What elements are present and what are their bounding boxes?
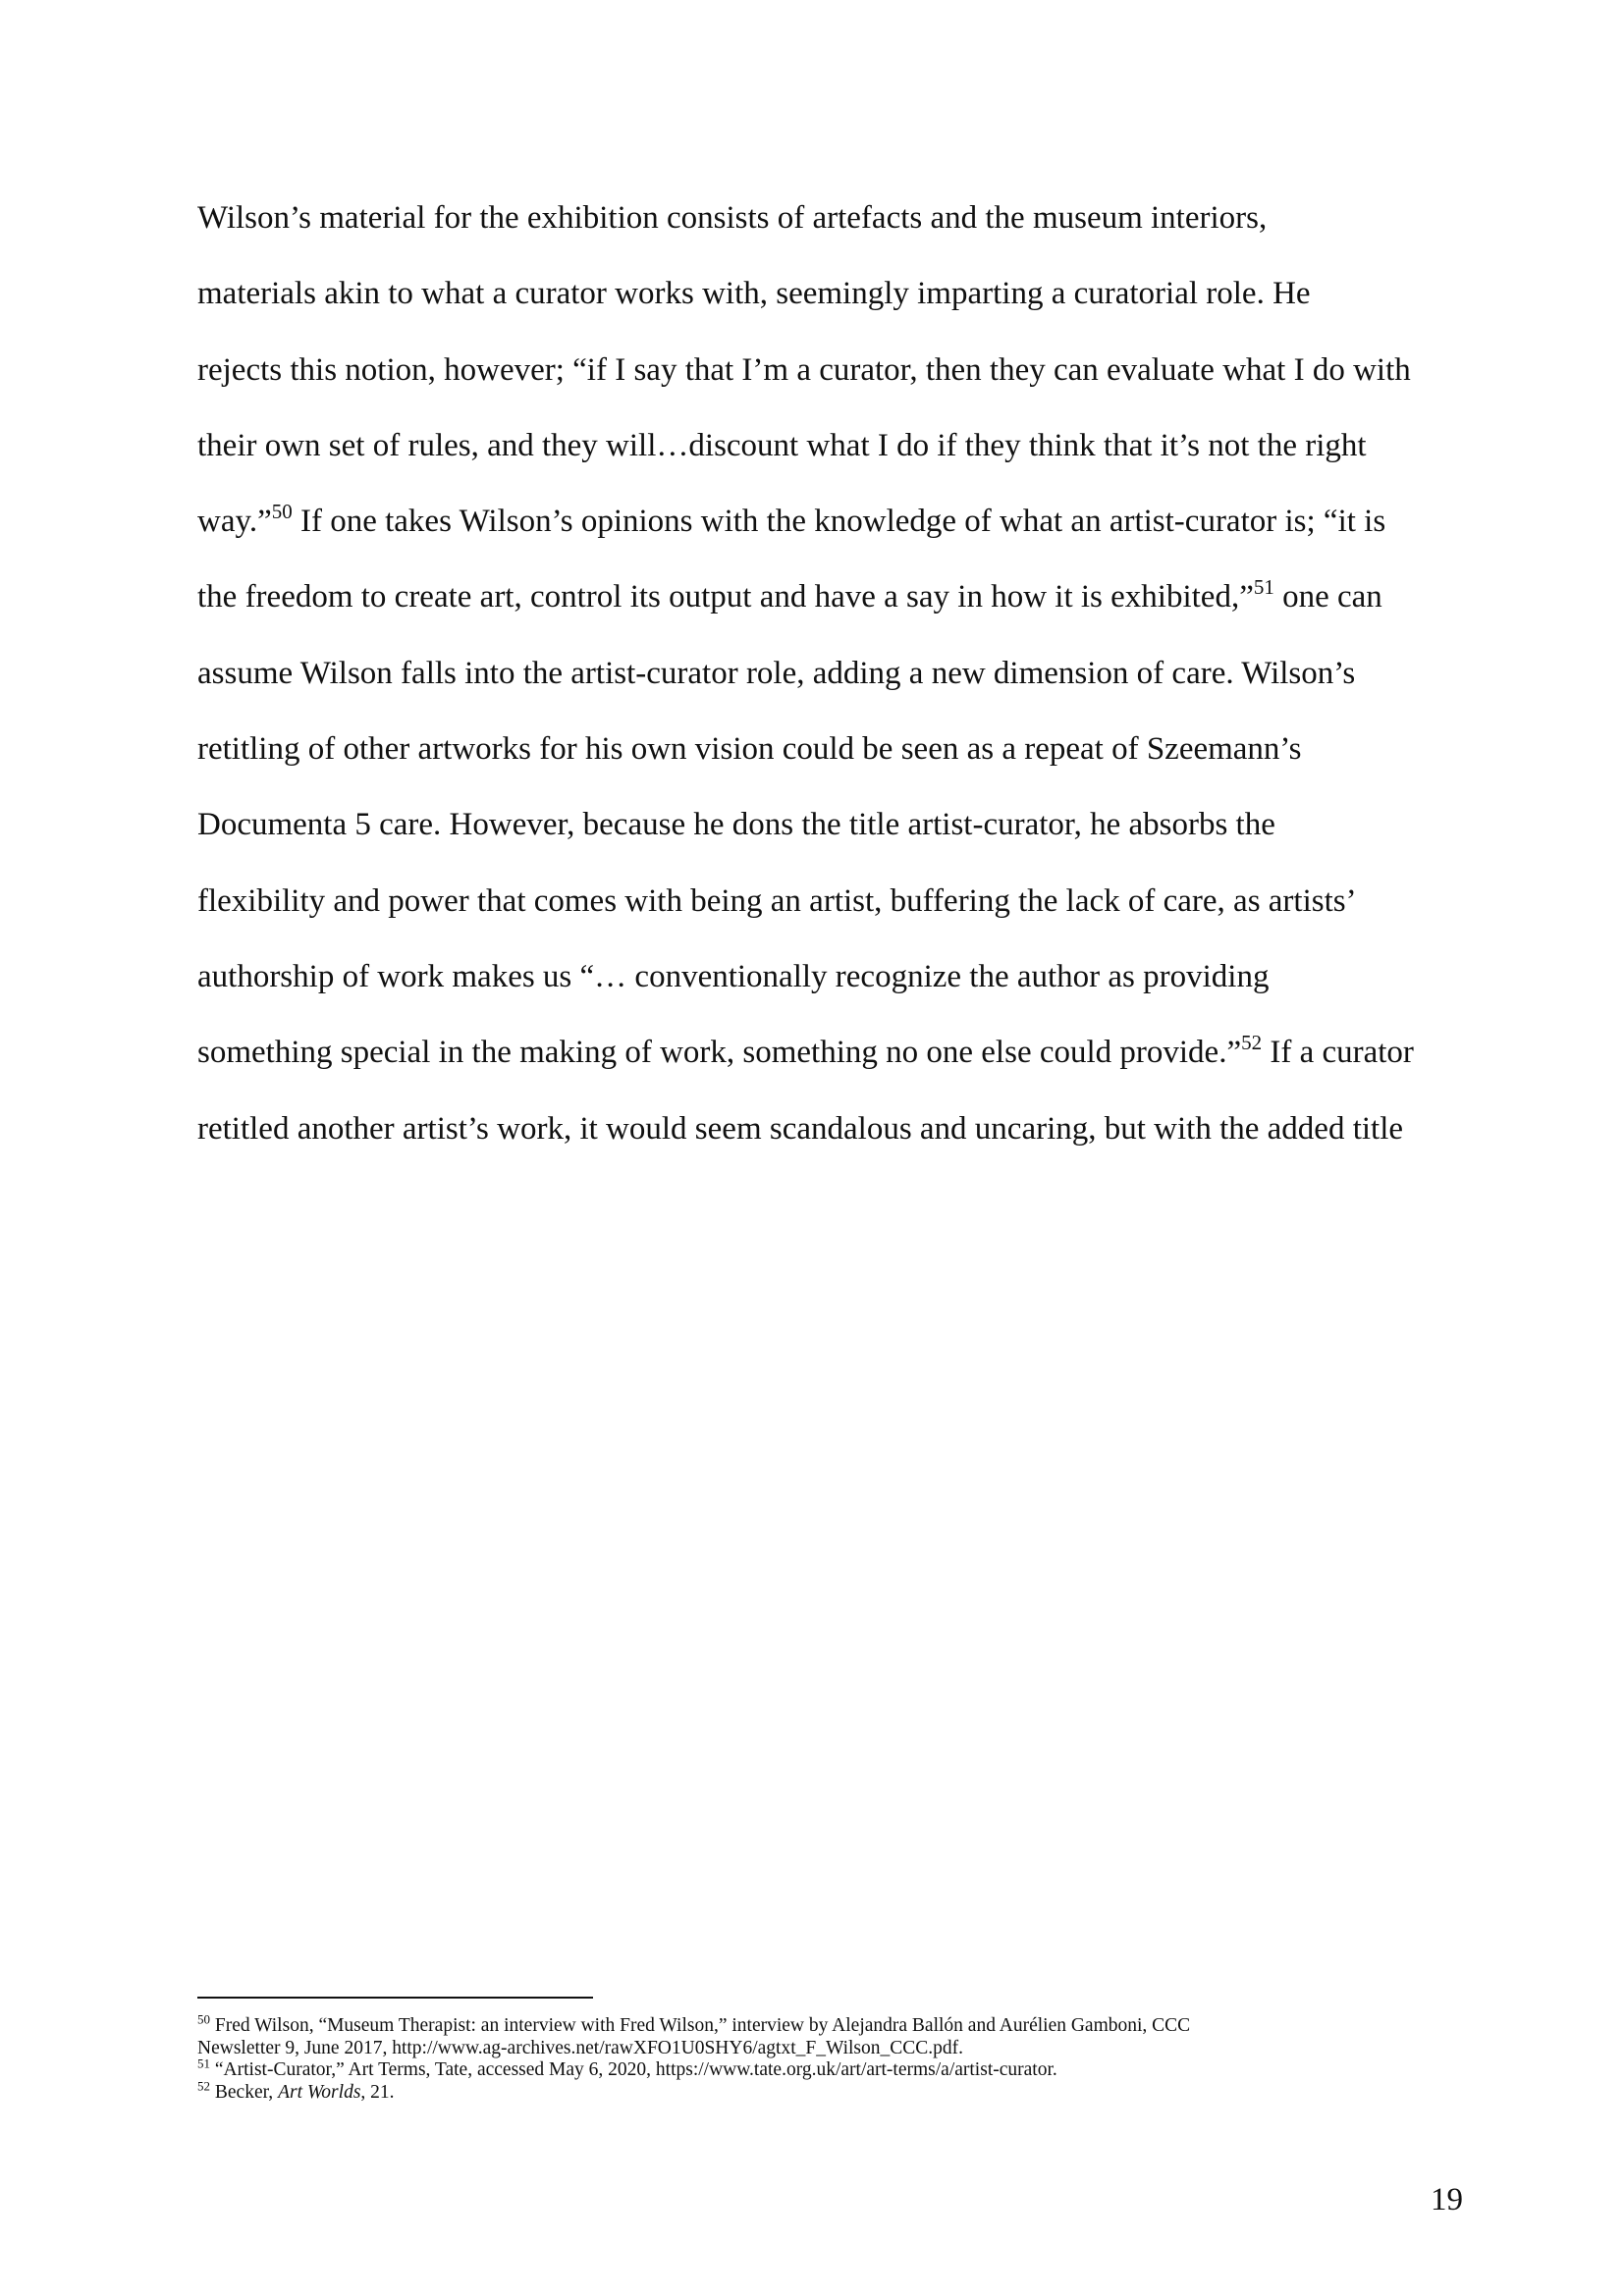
body-line — [197, 565, 1464, 641]
footnote-separator — [197, 1997, 593, 1999]
footnote-text: Fred Wilson, “Museum Therapist: an interview with Fred Wilson,” interview by Alejandra Ballón and Aurélien Gamboni, CCC — [214, 2015, 1191, 2036]
body-line: flexibility and power that comes with being an artist, buffering the lack of care, as artists’ — [197, 882, 1357, 919]
body-line: Documenta 5 care. However, because he dons the title artist-curator, he absorbs the — [197, 807, 1275, 843]
body-text-segment: If a curator — [1262, 1035, 1414, 1071]
body-line: assume Wilson falls into the artist-curator role, adding a new dimension of care. Wilson’s — [197, 655, 1356, 691]
body-line: retitling of other artworks for his own vision could be seen as a repeat of Szeemann’s — [197, 731, 1302, 768]
footnote-number: 50 — [197, 2011, 210, 2027]
body-line — [197, 490, 1464, 565]
footnote-51 — [197, 2056, 1464, 2082]
footnote-text: Becker, — [214, 2081, 279, 2103]
body-line: rejects this notion, however; “if I say that I’m a curator, then they can evaluate what I do with — [197, 351, 1411, 388]
body-line: Wilson’s material for the exhibition consists of artefacts and the museum interiors, — [197, 200, 1268, 236]
page-number: 19 — [1431, 2182, 1463, 2217]
footnote-number: 51 — [197, 2056, 210, 2071]
body-line: retitled another artist’s work, it would seem scandalous and uncaring, but with the added title — [197, 1110, 1404, 1147]
footnote-reference-51[interactable]: 51 — [1253, 575, 1274, 600]
footnote-reference-52[interactable]: 52 — [1241, 1031, 1263, 1055]
body-text-segment: If one takes Wilson’s opinions with the knowledge of what an artist-curator is; “it is — [292, 504, 1386, 540]
body-line — [197, 1021, 1464, 1096]
footnote-link[interactable]: Newsletter 9, June 2017, http://www.ag-archives.net/rawXFO1U0SHY6/agtxt_F_Wilson_CCC.pdf. — [197, 2037, 964, 2058]
footnote-52 — [197, 2078, 1464, 2105]
body-line: their own set of rules, and they will…discount what I do if they think that it’s not the right — [197, 427, 1367, 463]
footnote-text: , 21. — [360, 2081, 395, 2103]
footnote-50 — [197, 2011, 1464, 2038]
body-line: authorship of work makes us “… conventionally recognize the author as providing — [197, 958, 1270, 994]
body-line: materials akin to what a curator works with, seemingly imparting a curatorial role. He — [197, 276, 1311, 312]
body-paragraph — [197, 187, 1464, 1173]
footnote-link[interactable]: “Artist-Curator,” Art Terms, Tate, accessed May 6, 2020, https://www.tate.org.uk/art/art-terms/a/artist-curator. — [214, 2059, 1057, 2080]
body-text-segment: something special in the making of work, something no one else could provide.” — [197, 1035, 1242, 1071]
footnote-book-title: Art Worlds — [278, 2081, 361, 2103]
footnote-reference-50[interactable]: 50 — [271, 500, 293, 524]
body-text-segment: the freedom to create art, control its output and have a say in how it is exhibited,” — [197, 579, 1254, 615]
body-text-segment: way.” — [197, 504, 272, 540]
footnote-number: 52 — [197, 2078, 210, 2093]
footnotes-section — [197, 2011, 1464, 2104]
body-text-segment: one can — [1273, 579, 1382, 615]
footnote-50-continuation — [197, 2038, 1464, 2060]
